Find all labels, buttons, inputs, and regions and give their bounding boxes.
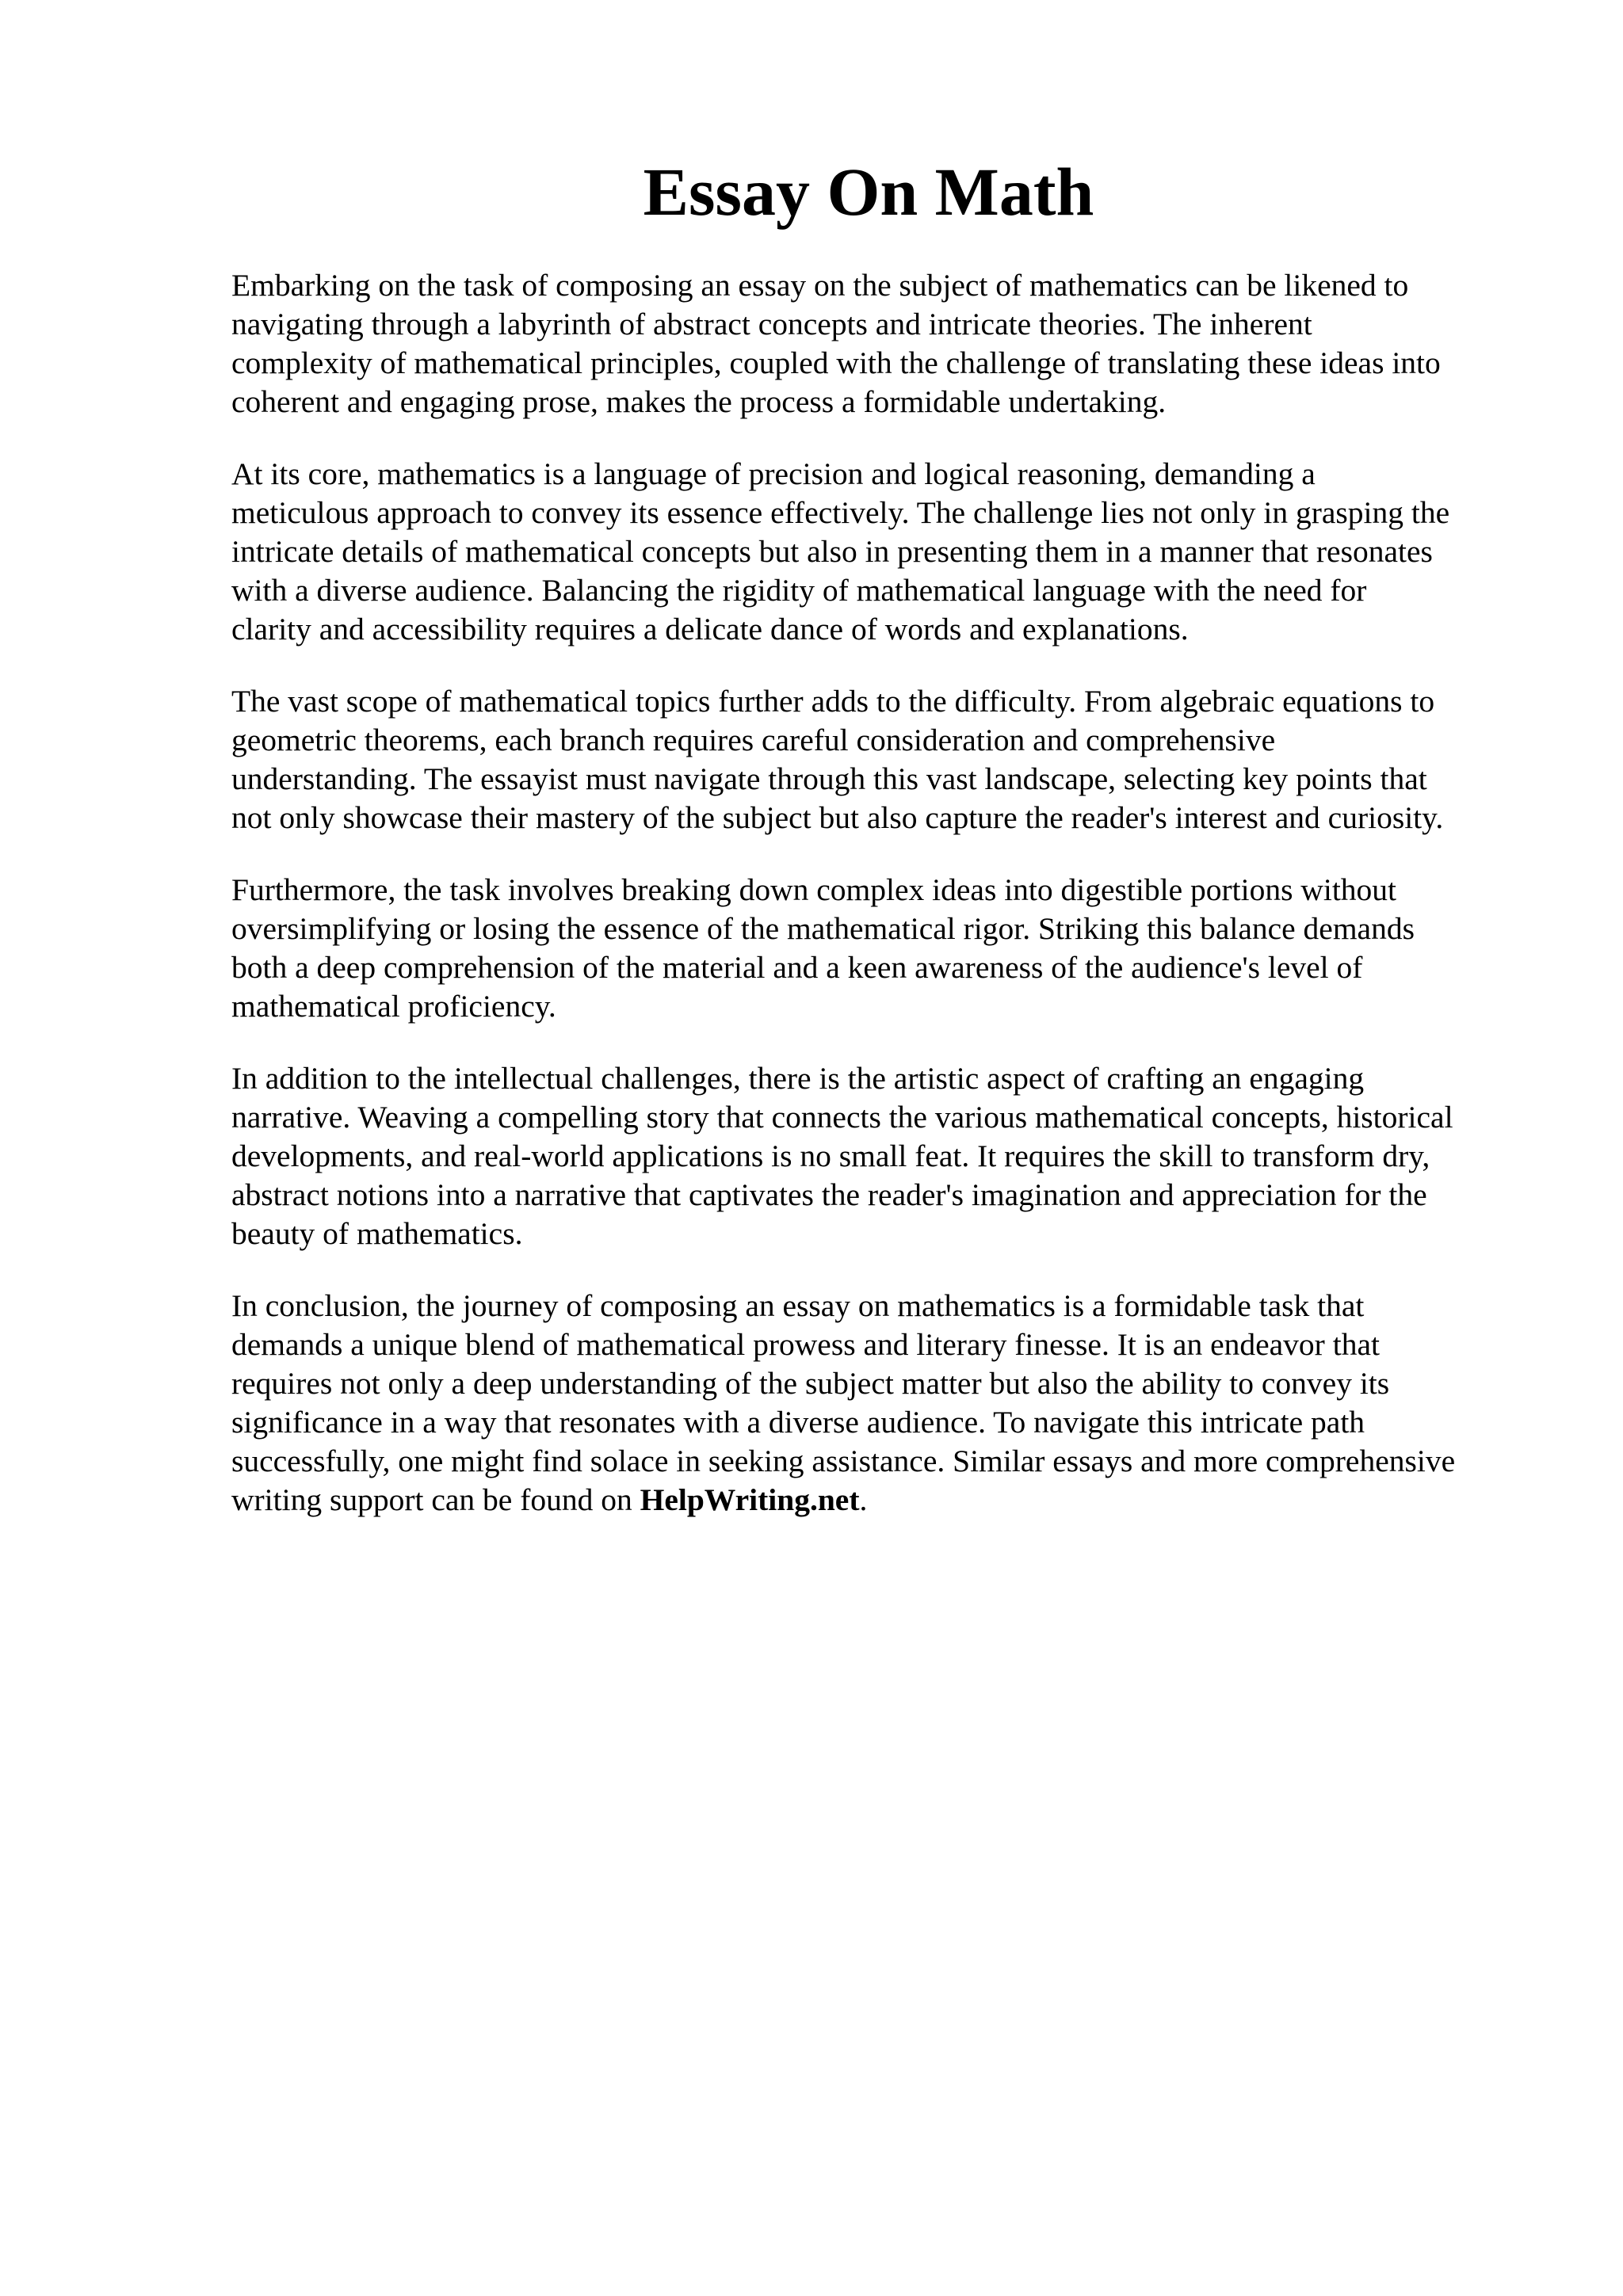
text-line: In addition to the intellectual challenges, there is the artistic aspect of crafting an engaging xyxy=(231,1061,1365,1096)
essay-body xyxy=(231,266,1531,1553)
text-line: both a deep comprehension of the material and a keen awareness of the audience's level of xyxy=(231,950,1363,985)
text-line: abstract notions into a narrative that captivates the reader's imagination and appreciation for the xyxy=(231,1177,1427,1212)
text-line: with a diverse audience. Balancing the rigidity of mathematical language with the need for xyxy=(231,573,1367,608)
text-line: successfully, one might find solace in seeking assistance. Similar essays and more comprehensive xyxy=(231,1444,1456,1478)
text-line: The vast scope of mathematical topics further adds to the difficulty. From algebraic equations to xyxy=(231,684,1435,719)
paragraph-4 xyxy=(231,871,1531,1026)
closing-suffix: . xyxy=(859,1482,868,1517)
text-line: coherent and engaging prose, makes the process a formidable undertaking. xyxy=(231,384,1167,419)
text-line: not only showcase their mastery of the subject but also capture the reader's interest and curiosity. xyxy=(231,800,1444,835)
text-line: In conclusion, the journey of composing an essay on mathematics is a formidable task that xyxy=(231,1288,1365,1323)
text-line: Furthermore, the task involves breaking down complex ideas into digestible portions without xyxy=(231,872,1397,907)
text-line: complexity of mathematical principles, coupled with the challenge of translating these ideas into xyxy=(231,345,1441,380)
paragraph-1 xyxy=(231,266,1531,421)
helpwriting-link[interactable]: HelpWriting.net xyxy=(640,1482,860,1517)
text-line: mathematical proficiency. xyxy=(231,989,556,1024)
text-line: meticulous approach to convey its essence effectively. The challenge lies not only in grasping the xyxy=(231,495,1450,530)
text-line: intricate details of mathematical concepts but also in presenting them in a manner that resonates xyxy=(231,534,1433,569)
text-line: oversimplifying or losing the essence of the mathematical rigor. Striking this balance demands xyxy=(231,911,1415,946)
paragraph-5 xyxy=(231,1059,1531,1253)
text-line: understanding. The essayist must navigate through this vast landscape, selecting key points that xyxy=(231,761,1427,796)
text-line: Embarking on the task of composing an essay on the subject of mathematics can be likened to xyxy=(231,268,1409,303)
paragraph-3 xyxy=(231,682,1531,837)
text-line: clarity and accessibility requires a delicate dance of words and explanations. xyxy=(231,612,1189,646)
page-title: Essay On Math xyxy=(643,154,1094,230)
paragraph-6 xyxy=(231,1287,1531,1520)
text-line: developments, and real-world applications is no small feat. It requires the skill to transform dry, xyxy=(231,1138,1430,1173)
text-line: significance in a way that resonates with a diverse audience. To navigate this intricate path xyxy=(231,1405,1365,1440)
text-line: narrative. Weaving a compelling story that connects the various mathematical concepts, historical xyxy=(231,1100,1453,1135)
text-line: beauty of mathematics. xyxy=(231,1216,523,1251)
text-line: geometric theorems, each branch requires careful consideration and comprehensive xyxy=(231,723,1276,757)
text-line: demands a unique blend of mathematical prowess and literary finesse. It is an endeavor that xyxy=(231,1327,1380,1362)
closing-line xyxy=(231,1481,1531,1520)
text-line: navigating through a labyrinth of abstract concepts and intricate theories. The inherent xyxy=(231,307,1312,341)
text-line: requires not only a deep understanding of the subject matter but also the ability to convey its xyxy=(231,1366,1390,1401)
paragraph-2 xyxy=(231,455,1531,649)
closing-prefix: writing support can be found on xyxy=(231,1482,640,1517)
text-line: At its core, mathematics is a language of precision and logical reasoning, demanding a xyxy=(231,456,1316,491)
